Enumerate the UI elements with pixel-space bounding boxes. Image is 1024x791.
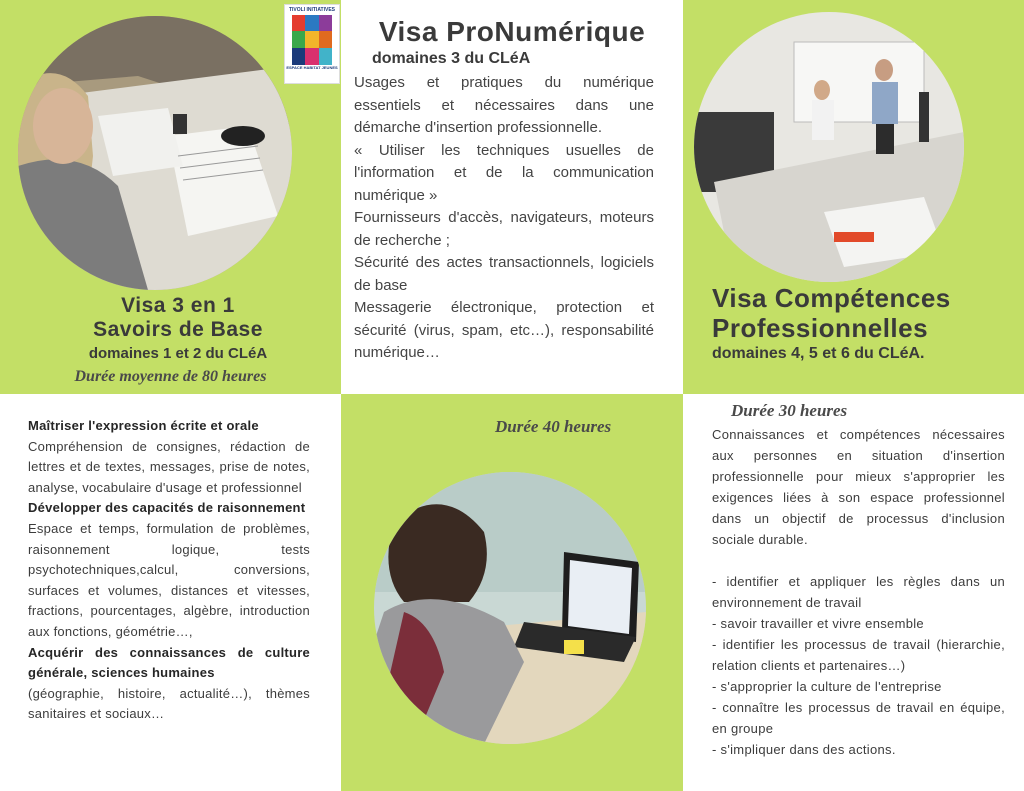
visa-pronumerique-text — [354, 72, 654, 365]
section-heading: Développer des capacités de raisonnement — [28, 500, 306, 516]
section-heading: Maîtriser l'expression écrite et orale — [28, 418, 259, 433]
pronumerique-duration: Durée 40 heures — [495, 417, 612, 436]
visa-3en1-domains: domaines 1 et 2 du CLéA — [88, 345, 268, 362]
photo-laptop-user — [374, 472, 646, 744]
pronumerique-paragraph: Usages et pratiques du numérique essentiels et nécessaires dans une démarche d'insertion professionnelle. — [354, 74, 654, 136]
competences-item: - s'impliquer dans des actions. — [712, 742, 896, 757]
savoirs-de-base-content — [28, 416, 310, 725]
competences-content — [712, 424, 1005, 760]
logo-title: TIVOLI INITIATIVES — [288, 7, 336, 13]
section-heading: Acquérir des connaissances de culture générale, sciences humaines — [28, 644, 310, 681]
logo — [284, 4, 340, 84]
visa-pronumerique-title: Visa ProNumérique — [378, 16, 646, 47]
competences-item: - connaître les processus de travail en équipe, en groupe — [712, 700, 1005, 736]
competences-item: - identifier les processus de travail (hierarchie, relation clients et partenaires…) — [712, 637, 1005, 673]
section-text: (géographie, histoire, actualité…), thèmes sanitaires et sociaux… — [28, 685, 310, 722]
visa-3en1-duration: Durée moyenne de 80 heures — [74, 368, 267, 385]
competences-item: - identifier et appliquer les règles dans un environnement de travail — [712, 574, 1005, 610]
visa-competences-title-1: Visa Compétences — [712, 283, 951, 313]
competences-intro: Connaissances et compétences nécessaires aux personnes en situation d'insertion professionnelle pour mieux s'approprier les exigences liées à son espace professionnel dans un objectif de processus d'inclusion sociale durable. — [712, 427, 1005, 547]
visa-3en1-title: Visa 3 en 1 — [121, 294, 235, 317]
pronumerique-paragraph: Fournisseurs d'accès, navigateurs, moteurs de recherche ; — [354, 209, 654, 249]
logo-mosaic-icon — [292, 15, 332, 65]
visa-competences-title-2: Professionnelles — [712, 313, 929, 343]
competences-duration: Durée 30 heures — [731, 401, 848, 420]
visa-competences-domains: domaines 4, 5 et 6 du CLéA. — [712, 345, 925, 362]
pronumerique-paragraph: Sécurité des actes transactionnels, logiciels de base — [354, 254, 654, 294]
visa-3en1-subtitle: Savoirs de Base — [93, 318, 263, 341]
section-text: Espace et temps, formulation de problèmes, raisonnement logique, tests psychotechniques,calcul, conversions, surfaces et volumes, distances et vitesses, fractions, pourcentages, algèbre, introduction aux fonctions, géométrie…, — [28, 520, 310, 639]
logo-subtitle: ESPACE HABITAT JEUNES — [286, 65, 338, 70]
pronumerique-paragraph: Messagerie électronique, protection et sécurité (virus, spam, etc…), responsabilité numérique… — [354, 299, 654, 361]
competences-item: - s'approprier la culture de l'entreprise — [712, 679, 942, 694]
section-text: Compréhension de consignes, rédaction de lettres et de textes, messages, prise de notes, analyse, vocabulaire d'usage et professionnel — [28, 438, 310, 495]
competences-item: - savoir travailler et vivre ensemble — [712, 616, 924, 631]
spacer — [712, 550, 1005, 571]
visa-pronumerique-domains: domaines 3 du CLéA — [372, 50, 531, 67]
photo-classroom — [694, 12, 964, 282]
pronumerique-paragraph: « Utiliser les techniques usuelles de l'information et de la communication numérique » — [354, 141, 654, 204]
photo-student-writing — [18, 16, 292, 290]
